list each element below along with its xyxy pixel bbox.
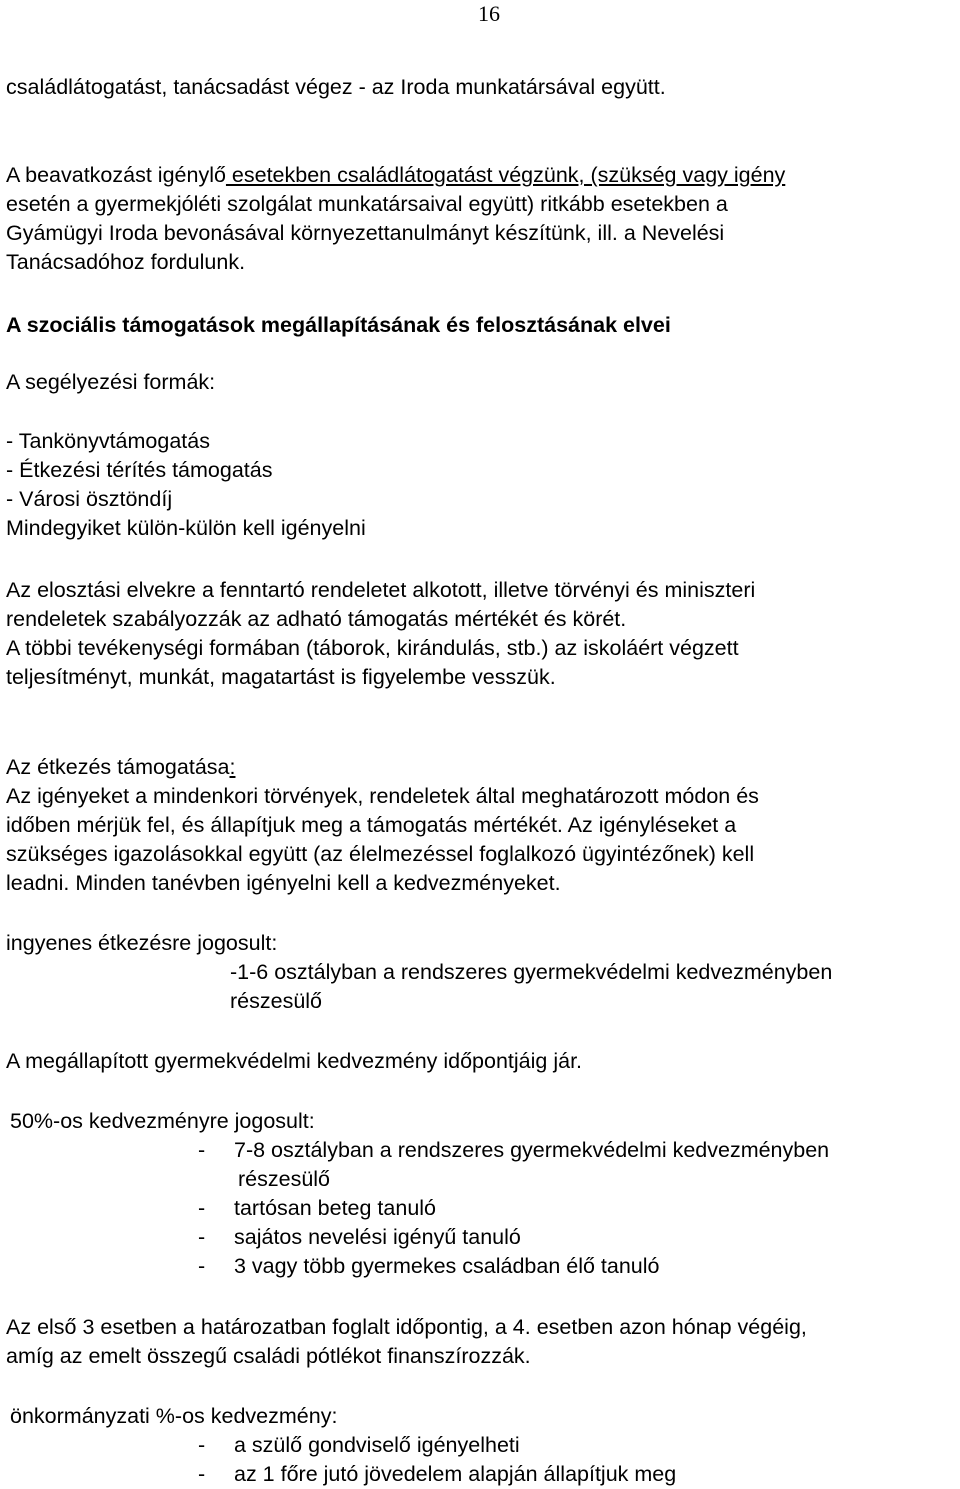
list-item bbox=[10, 1136, 960, 1165]
text-line: Az elosztási elvekre a fenntartó rendeletet alkotott, illetve törvényi és miniszteri bbox=[6, 578, 756, 602]
dash-marker: - bbox=[198, 1254, 206, 1278]
list-item-text: a szülő gondviselő igényelheti bbox=[234, 1433, 520, 1457]
list-item-continuation: részesülő bbox=[238, 1167, 331, 1191]
local-discount-label: önkormányzati %-os kedvezmény: bbox=[10, 1404, 338, 1428]
list-item: - Étkezési térítés támogatás bbox=[6, 458, 273, 482]
text-run: Az étkezés támogatása bbox=[6, 755, 230, 779]
list-item-text: sajátos nevelési igényű tanuló bbox=[234, 1225, 521, 1249]
section-heading: A szociális támogatások megállapításának és felosztásának elvei bbox=[6, 313, 671, 337]
local-discount-block bbox=[10, 1402, 960, 1489]
meal-title bbox=[6, 753, 956, 782]
page-number: 16 bbox=[478, 1, 500, 26]
paragraph-duration bbox=[6, 1313, 956, 1371]
list-item-text: 7-8 osztályban a rendszeres gyermekvédelmi kedvezményben bbox=[234, 1138, 830, 1162]
list-item: - Városi ösztöndíj bbox=[6, 487, 173, 511]
text-line bbox=[6, 161, 956, 190]
text-line: teljesítményt, munkát, magatartást is figyelembe vesszük. bbox=[6, 665, 556, 689]
paragraph-meal-support bbox=[6, 753, 956, 898]
paragraph-intervention bbox=[6, 161, 956, 277]
half-discount-block bbox=[10, 1107, 960, 1281]
text-line: időben mérjük fel, és állapítjuk meg a támogatás mértékét. Az igényléseket a bbox=[6, 813, 737, 837]
dash-marker: - bbox=[198, 1225, 206, 1249]
text-line: szükséges igazolásokkal együtt (az élelmezéssel foglalkozó ügyintézőnek) kell bbox=[6, 842, 755, 866]
underlined-text-run: esetekben családlátogatást végzünk, (szükség vagy igény bbox=[225, 163, 786, 187]
forms-list bbox=[6, 427, 956, 543]
list-item bbox=[10, 1460, 960, 1489]
text-line: Gyámügyi Iroda bevonásával környezettanulmányt készítünk, ill. a Nevelési bbox=[6, 221, 725, 245]
text-line: Az igényeket a mindenkori törvények, rendeletek által meghatározott módon és bbox=[6, 784, 759, 808]
half-discount-label: 50%-os kedvezményre jogosult: bbox=[10, 1109, 315, 1133]
text-line: Tanácsadóhoz fordulunk. bbox=[6, 250, 246, 274]
list-item bbox=[10, 1431, 960, 1460]
list-item-text: tartósan beteg tanuló bbox=[234, 1196, 437, 1220]
paragraph-principles bbox=[6, 576, 956, 692]
dash-marker: - bbox=[198, 1196, 206, 1220]
list-item-text: az 1 főre jutó jövedelem alapján állapítjuk meg bbox=[234, 1462, 677, 1486]
underlined-text-run: : bbox=[229, 755, 236, 779]
dash-marker: - bbox=[198, 1138, 206, 1162]
paragraph-intro bbox=[6, 73, 956, 102]
text-line: esetén a gyermekjóléti szolgálat munkatársaival együtt) ritkább esetekben a bbox=[6, 192, 728, 216]
text-line: Az első 3 esetben a határozatban foglalt időpontig, a 4. esetben azon hónap végéig, bbox=[6, 1315, 807, 1339]
list-item: - Tankönyvtámogatás bbox=[6, 429, 210, 453]
text-line: -1-6 osztályban a rendszeres gyermekvédelmi kedvezményben bbox=[230, 960, 833, 984]
dash-marker: - bbox=[198, 1433, 206, 1457]
text-line: amíg az emelt összegű családi pótlékot finanszírozzák. bbox=[6, 1344, 531, 1368]
text-line: leadni. Minden tanévben igényelni kell a kedvezményeket. bbox=[6, 871, 561, 895]
dash-marker: - bbox=[198, 1462, 206, 1486]
text-line: rendeletek szabályozzák az adható támogatás mértékét és körét. bbox=[6, 607, 627, 631]
free-meal-block bbox=[6, 929, 956, 1016]
text-run: A beavatkozást igénylő bbox=[6, 163, 226, 187]
list-item bbox=[10, 1223, 960, 1252]
list-item-text: 3 vagy több gyermekes családban élő tanuló bbox=[234, 1254, 660, 1278]
text-line: A többi tevékenységi formában (táborok, kirándulás, stb.) az iskoláért végzett bbox=[6, 636, 739, 660]
free-meal-label: ingyenes étkezésre jogosult: bbox=[6, 931, 278, 955]
list-item bbox=[10, 1194, 960, 1223]
forms-note: Mindegyiket külön-külön kell igényelni bbox=[6, 516, 366, 540]
free-meal-note: A megállapított gyermekvédelmi kedvezmény időpontjáig jár. bbox=[6, 1049, 583, 1073]
text-line: részesülő bbox=[230, 989, 323, 1013]
forms-label: A segélyezési formák: bbox=[6, 370, 216, 394]
text-line: családlátogatást, tanácsadást végez - az Iroda munkatársával együtt. bbox=[6, 75, 666, 99]
list-item bbox=[10, 1252, 960, 1281]
